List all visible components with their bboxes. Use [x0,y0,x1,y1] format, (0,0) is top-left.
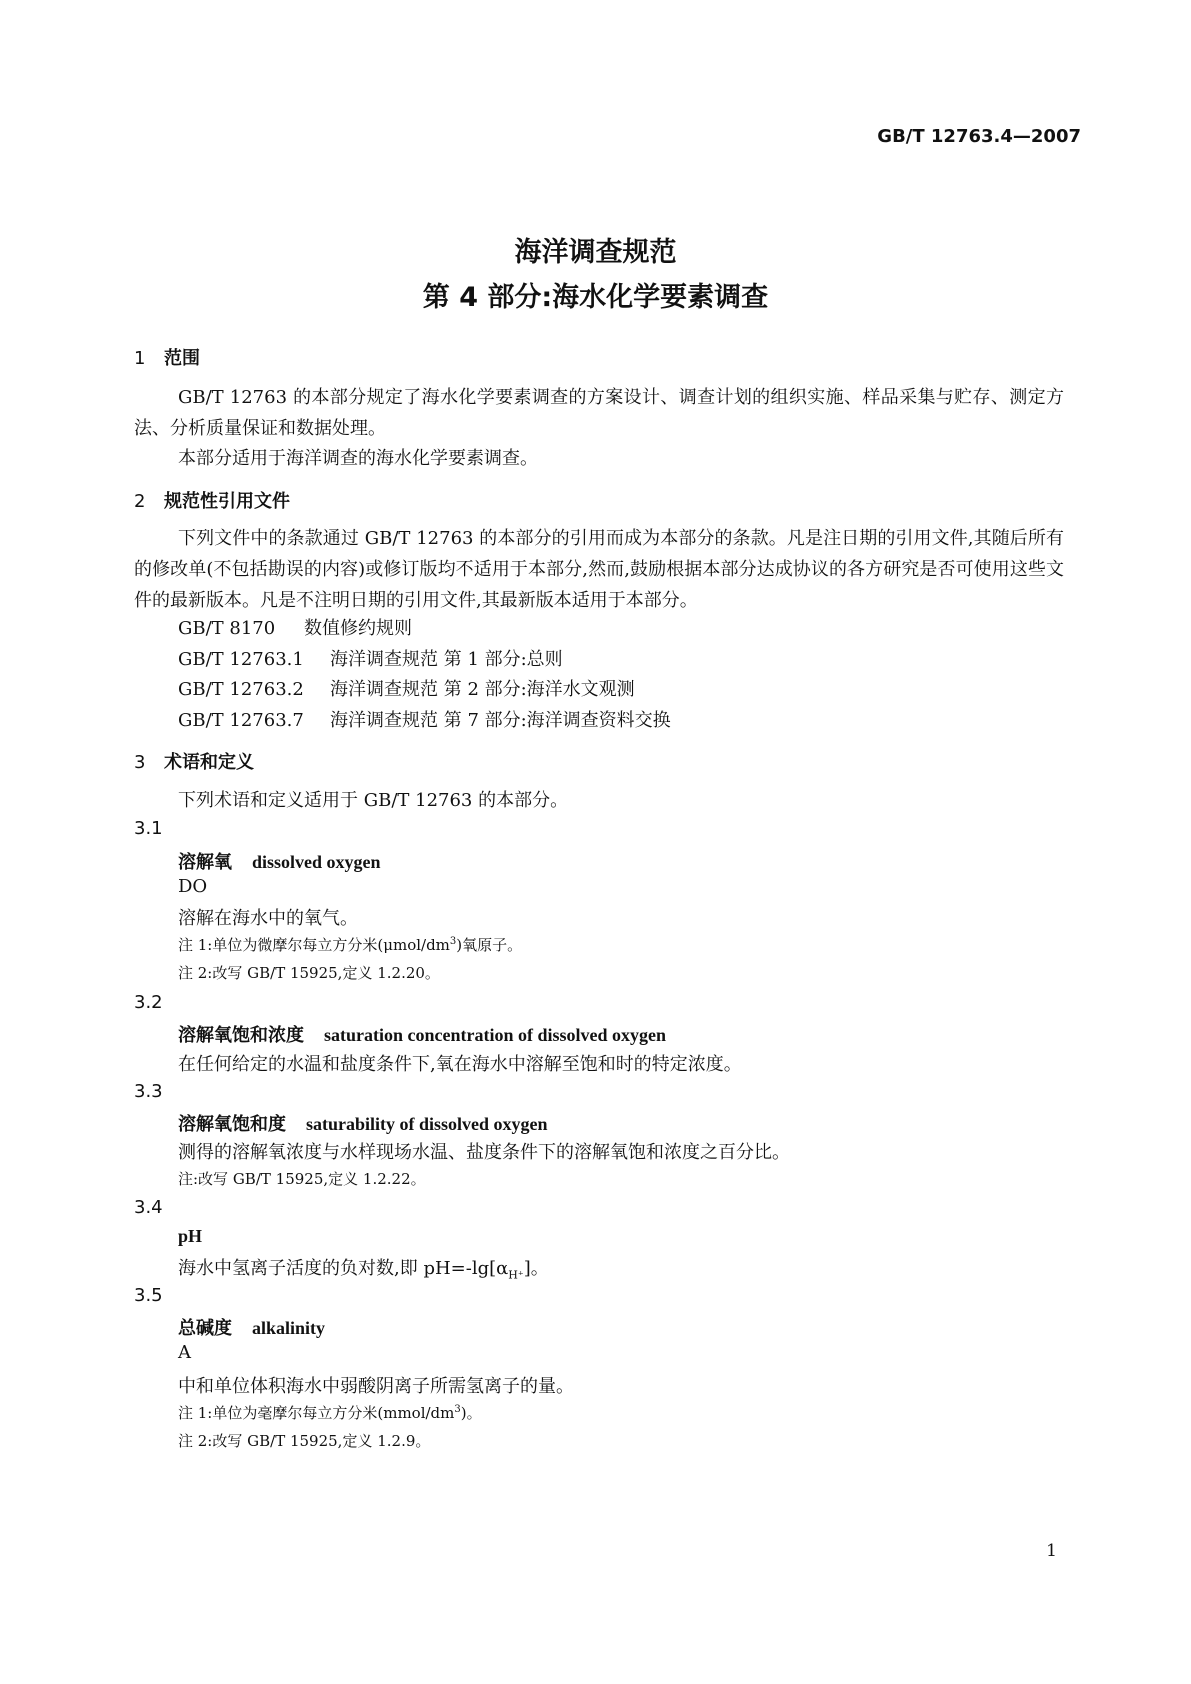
section-1-heading [134,344,200,370]
term-note [178,934,522,955]
definition-text: 海水中氢离子活度的负对数,即 pH=-lg[α [178,1258,509,1279]
term-heading [178,1110,548,1136]
terms-intro: 下列术语和定义适用于 GB/T 12763 的本部分。 [178,790,569,811]
section-number: 2 [134,491,146,512]
term-definition: 中和单位体积海水中弱酸阴离子所需氢离子的量。 [178,1376,574,1397]
term-definition: 在任何给定的水温和盐度条件下,氧在海水中溶解至饱和时的特定浓度。 [178,1054,742,1075]
term-heading [178,1021,666,1047]
reference-title: 数值修约规则 [304,618,412,639]
term-zh: 溶解氧饱和浓度 [178,1025,304,1046]
term-definition: 测得的溶解氧浓度与水样现场水温、盐度条件下的溶解氧饱和浓度之百分比。 [178,1142,790,1163]
term-en: saturation concentration of dissolved oxygen [324,1025,666,1045]
term-number: 3.1 [134,818,163,839]
standard-id: GB/T 12763.4—2007 [877,126,1081,147]
reference-code: GB/T 8170 [178,618,276,639]
term-number: 3.5 [134,1285,163,1306]
section-title: 规范性引用文件 [164,491,290,512]
term-zh: 溶解氧 [178,852,232,873]
term-number: 3.3 [134,1081,163,1102]
term-heading [178,1226,202,1247]
note-text: )。 [460,1404,482,1422]
term-en: pH [178,1226,203,1246]
page-number: 1 [1046,1541,1057,1561]
term-zh: 总碱度 [178,1318,232,1339]
note-text: )氧原子。 [456,936,523,954]
note-text: 注 1:单位为毫摩尔每立方分米(mmol/dm [178,1404,455,1422]
document-subtitle: 第 4 部分:海水化学要素调查 [422,282,769,313]
reference-title: 海洋调查规范 第 1 部分:总则 [330,649,563,670]
reference-title: 海洋调查规范 第 2 部分:海洋水文观测 [330,679,635,700]
reference-code: GB/T 12763.2 [178,679,304,700]
note-superscript: 3 [449,936,457,947]
section-number: 1 [134,348,146,369]
reference-item [178,645,563,671]
section-title: 术语和定义 [164,752,254,773]
section-number: 3 [134,752,146,773]
term-note: 注 2:改写 GB/T 15925,定义 1.2.9。 [178,1432,431,1450]
term-abbreviation: DO [178,876,208,897]
term-en: saturability of dissolved oxygen [306,1114,548,1134]
note-text: 注 1:单位为微摩尔每立方分米(μmol/dm [178,936,450,954]
section-2-heading [134,487,290,513]
term-zh: 溶解氧饱和度 [178,1114,286,1135]
reference-code: GB/T 12763.1 [178,649,304,670]
term-heading [178,1314,325,1340]
term-note: 注 2:改写 GB/T 15925,定义 1.2.20。 [178,964,440,982]
term-note [178,1402,482,1423]
term-number: 3.2 [134,992,163,1013]
reference-title: 海洋调查规范 第 7 部分:海洋调查资料交换 [330,710,671,731]
scope-paragraph-2: 本部分适用于海洋调查的海水化学要素调查。 [178,448,538,469]
term-en: alkalinity [252,1318,326,1338]
definition-text: ]。 [523,1258,549,1279]
reference-item [178,614,412,640]
reference-code: GB/T 12763.7 [178,710,304,731]
references-paragraph: 下列文件中的条款通过 GB/T 12763 的本部分的引用而成为本部分的条款。凡是注日期的引用文件,其随后所有的修改单(不包括勘误的内容)或修订版均不适用于本部分,然而,鼓励根据本部分达成协议的各方研究是否可使用这些文件的最新版本。凡是不注明日期的引用文件,其最新版本适用于本部分。 [134,528,1064,611]
term-note: 注:改写 GB/T 15925,定义 1.2.22。 [178,1170,426,1188]
term-en: dissolved oxygen [252,852,381,872]
note-superscript: 3 [454,1404,461,1415]
reference-item [178,675,635,701]
section-3-heading [134,748,254,774]
definition-subscript: H⁺ [508,1268,524,1282]
reference-item [178,706,671,732]
term-abbreviation: A [178,1342,191,1363]
document-title: 海洋调查规范 [514,237,677,268]
term-definition: 溶解在海水中的氧气。 [178,908,358,929]
term-heading [178,848,381,874]
scope-paragraph-1: GB/T 12763 的本部分规定了海水化学要素调查的方案设计、调查计划的组织实施、样品采集与贮存、测定方法、分析质量保证和数据处理。 [134,387,1064,439]
term-definition [178,1254,549,1282]
term-number: 3.4 [134,1197,163,1218]
section-title: 范围 [164,348,200,369]
